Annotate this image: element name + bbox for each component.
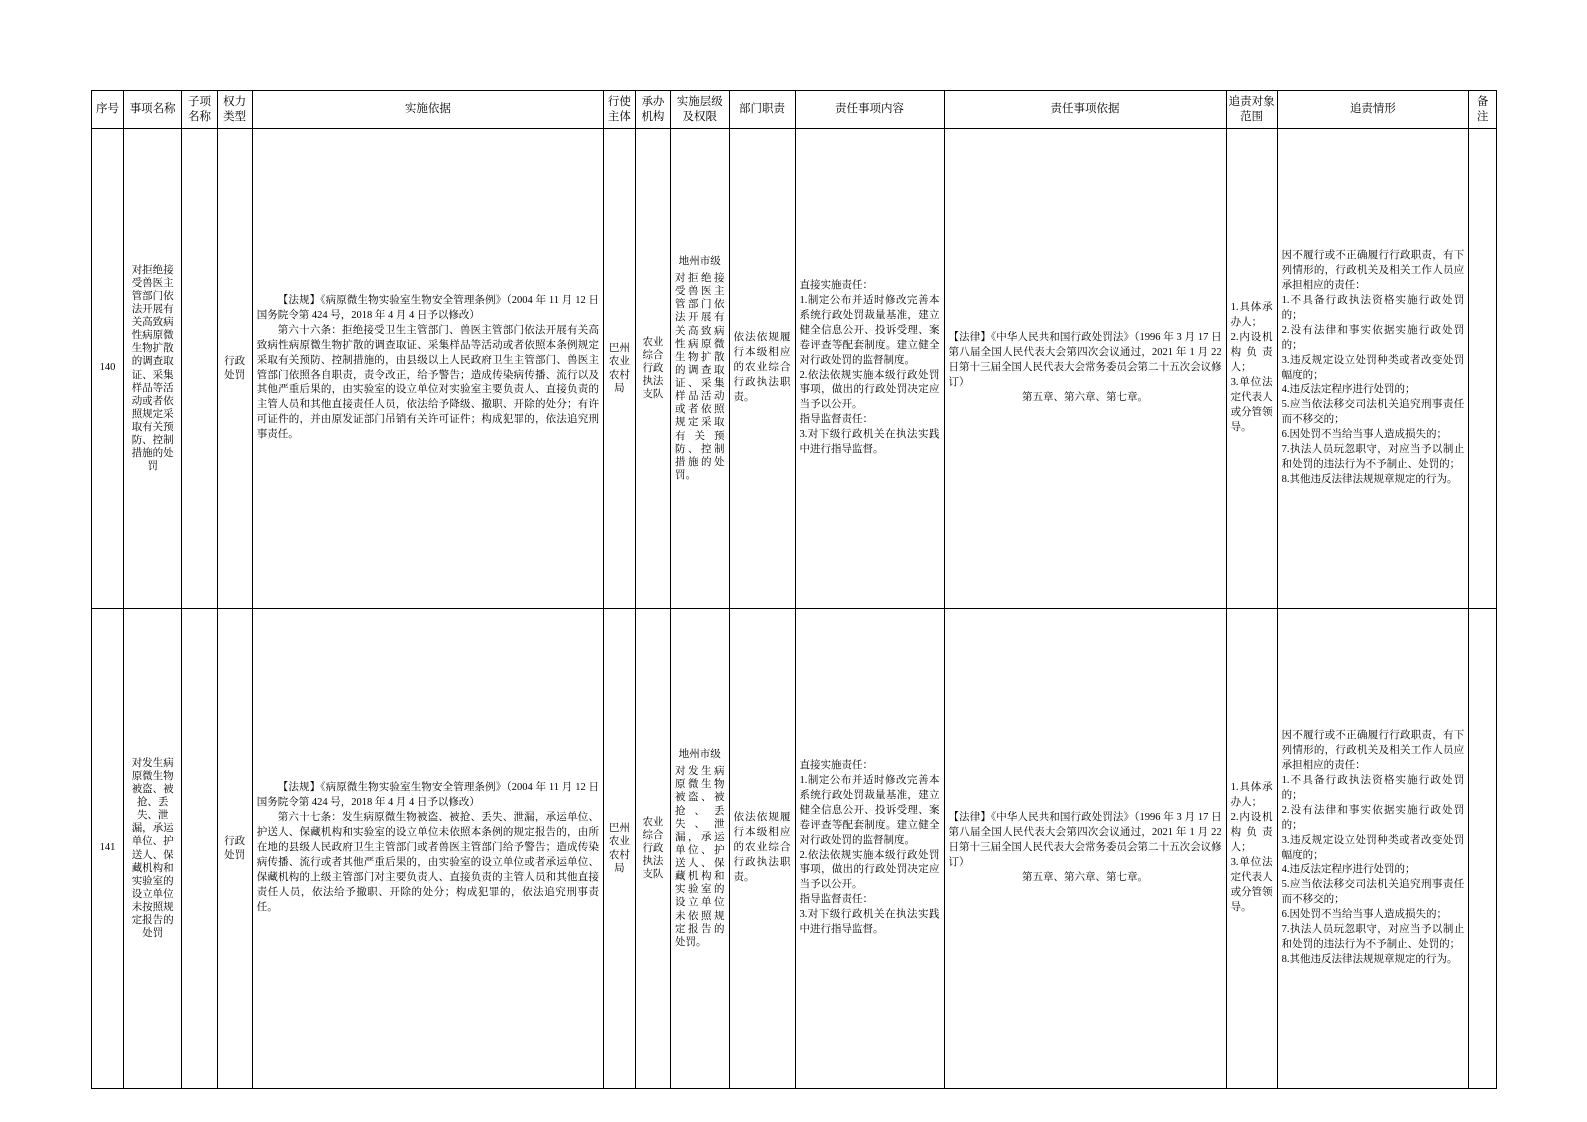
cell-responsibility-basis — [944, 129, 1226, 609]
cell-accountability-cases — [1277, 609, 1469, 1089]
case-line: 5.应当依法移交司法机关追究刑事责任而不移交的； — [1281, 879, 1465, 906]
resbasis-line: 【法律】《中华人民共和国行政处罚法》（1996 年 3 月 17 日第八届全国人民代表大会第四次会议通过，2021 年 1 月 22 日第十三届全国人民代表大会常务委员会第二十五次会议修订） — [948, 812, 1222, 868]
target-line: 3.单位法定代表人或分管领导。 — [1230, 376, 1273, 433]
content-line: 直接实施责任： — [799, 760, 874, 772]
cell-responsibility-basis — [944, 609, 1226, 1089]
resbasis-line: 【法律】《中华人民共和国行政处罚法》（1996 年 3 月 17 日第八届全国人民代表大会第四次会议通过，2021 年 1 月 22 日第十三届全国人民代表大会常务委员会第二十五次会议修订） — [948, 332, 1222, 388]
cell-accountability-cases — [1277, 129, 1469, 609]
column-header-remark: 备注 — [1469, 91, 1497, 129]
case-line: 8.其他违反法律法规规章规定的行为。 — [1281, 473, 1458, 485]
case-line: 6.因处罚不当给当事人造成损失的； — [1281, 909, 1448, 921]
target-line: 2.内设机构负责人； — [1230, 332, 1273, 374]
target-line: 1.具体承办人； — [1230, 782, 1273, 809]
case-line: 2.没有法律和事实依据实施行政处罚的； — [1281, 804, 1465, 831]
column-header-responsibility-basis: 责任事项依据 — [944, 91, 1226, 129]
target-line: 1.具体承办人； — [1230, 302, 1273, 329]
column-header-seq: 序号 — [92, 91, 124, 129]
cell-responsibility-content — [795, 129, 944, 609]
resbasis-line: 第五章、第六章、第七章。 — [1022, 391, 1149, 403]
content-line: 1.制定公布并适时修改完善本系统行政处罚裁量基准，建立健全信息公开、投诉受理、案卷评查等配套制度。建立健全对行政处罚的监督制度。 — [799, 294, 940, 366]
cell-department-duty: 依法依规履行本级相应的农业综合行政执法职责。 — [729, 609, 795, 1089]
content-line: 3.对下级行政机关在执法实践中进行指导监督。 — [799, 429, 940, 456]
column-header-undertaking-org: 承办机构 — [635, 91, 670, 129]
cell-seq: 141 — [92, 609, 124, 1089]
column-header-accountability-cases: 追责情形 — [1277, 91, 1469, 129]
case-line: 8.其他违反法律法规规章规定的行为。 — [1281, 953, 1458, 965]
duty-scope: 对发生病原微生物被盗、被抢、丢失、泄漏，承运单位、护送人、保藏机构和实验室的设立单位未依照规定报告的处罚。 — [675, 766, 725, 948]
cell-exercising-subject: 巴州农业农村局 — [603, 609, 635, 1089]
cell-accountability-target — [1226, 129, 1277, 609]
basis-paragraph: 【法规】《病原微生物实验室生物安全管理条例》（2004 年 11 月 12 日国务院令第 424 号，2018 年 4 月 4 日予以修改） — [256, 294, 599, 321]
column-header-item-name: 事项名称 — [123, 91, 182, 129]
case-line: 1.不具备行政执法资格实施行政处罚的； — [1281, 294, 1465, 321]
resbasis-line: 第五章、第六章、第七章。 — [1022, 871, 1149, 883]
table-row — [92, 129, 1497, 609]
column-header-level-authority: 实施层级及权限 — [671, 91, 730, 129]
case-line: 5.应当依法移交司法机关追究刑事责任而不移交的； — [1281, 399, 1465, 426]
case-line: 7.执法人员玩忽职守，对应当予以制止和处罚的违法行为不予制止、处罚的； — [1281, 444, 1465, 470]
cell-undertaking-org: 农业综合行政执法支队 — [635, 609, 670, 1089]
table-body — [92, 129, 1497, 1089]
cell-item-name: 对发生病原微生物被盗、被抢、丢失、泄漏，承运单位、护送人、保藏机构和实验室的设立单位未按照规定报告的处罚 — [123, 609, 182, 1089]
content-line: 指导监督责任： — [799, 894, 874, 906]
cell-power-type: 行政处罚 — [217, 609, 252, 1089]
level-value: 地州市级 — [678, 749, 721, 761]
table-header-row — [92, 91, 1497, 129]
content-line: 3.对下级行政机关在执法实践中进行指导监督。 — [799, 909, 940, 936]
column-header-responsibility-content: 责任事项内容 — [795, 91, 944, 129]
duty-scope: 对拒绝接受兽医主管部门依法开展有关高致病性病原微生物扩散的调查取证、采集样品活动或者依照规定采取有关预防、控制措施的处罚。 — [675, 273, 725, 481]
basis-paragraph: 第六十六条：拒绝接受卫生主管部门、兽医主管部门依法开展有关高致病性病原微生物扩散的调查取证、采集样品等活动或者依照本条例规定采取有关预防、控制措施的，由县级以上人民政府卫生主管部门、兽医主管部门依照各自职责，责令改正，给予警告；造成传染病传播、流行以及其他严重后果的，由实验室的设立单位对实验室主要负责人、直接负责的主管人员和其他直接责任人员，依法给予降级、撤职、开除的处分；有许可证件的，并由原发证部门吊销有关许可证件；构成犯罪的，依法追究刑事责任。 — [256, 324, 599, 441]
cell-power-type: 行政处罚 — [217, 129, 252, 609]
cell-exercising-subject: 巴州农业农村局 — [603, 129, 635, 609]
column-header-exercising-subject: 行使主体 — [603, 91, 635, 129]
cell-implementation-basis — [252, 609, 603, 1089]
case-line: 4.违反法定程序进行处罚的； — [1281, 384, 1416, 396]
column-header-power-type: 权力类型 — [217, 91, 252, 129]
cell-department-duty: 依法依规履行本级相应的农业综合行政执法职责。 — [729, 129, 795, 609]
case-line: 6.因处罚不当给当事人造成损失的； — [1281, 429, 1448, 441]
basis-paragraph: 【法规】《病原微生物实验室生物安全管理条例》（2004 年 11 月 12 日国务院令第 424 号，2018 年 4 月 4 日予以修改） — [256, 782, 599, 809]
content-line: 直接实施责任： — [799, 280, 874, 292]
level-value: 地州市级 — [678, 255, 721, 267]
cell-seq: 140 — [92, 129, 124, 609]
column-header-implementation-basis: 实施依据 — [252, 91, 603, 129]
cell-subitem-name — [182, 129, 217, 609]
cell-remark — [1469, 609, 1497, 1089]
case-line: 因不履行或不正确履行行政职责，有下列情形的，行政机关及相关工作人员应承担相应的责任： — [1281, 250, 1465, 292]
target-line: 2.内设机构负责人； — [1230, 812, 1273, 854]
cell-implementation-basis — [252, 129, 603, 609]
column-header-subitem-name: 子项名称 — [182, 91, 217, 129]
cell-item-name: 对拒绝接受兽医主管部门依法开展有关高致病性病原微生物扩散的调查取证、采集样品等活动或者依照规定采取有关预防、控制措施的处罚 — [123, 129, 182, 609]
cell-accountability-target — [1226, 609, 1277, 1089]
case-line: 7.执法人员玩忽职守，对应当予以制止和处罚的违法行为不予制止、处罚的； — [1281, 924, 1465, 950]
case-line: 4.违反法定程序进行处罚的； — [1281, 864, 1416, 876]
case-line: 3.违反规定设立处罚种类或者改变处罚幅度的； — [1281, 834, 1465, 861]
column-header-accountability-target: 追责对象范围 — [1226, 91, 1277, 129]
case-line: 因不履行或不正确履行行政职责，有下列情形的，行政机关及相关工作人员应承担相应的责任： — [1281, 730, 1465, 772]
basis-paragraph: 第六十七条：发生病原微生物被盗、被抢、丢失、泄漏，承运单位、护送人、保藏机构和实验室的设立单位未依照本条例的规定报告的，由所在地的县级人民政府卫生主管部门或者兽医主管部门给予警告；造成传染病传播、流行或者其他严重后果的，由实验室的设立单位或者承运单位、保藏机构的上级主管部门对主要负责人、直接负责的主管人员和其他直接责任人员，依法给予撤职、开除的处分；构成犯罪的，依法追究刑事责任。 — [256, 812, 599, 913]
case-line: 3.违反规定设立处罚种类或者改变处罚幅度的； — [1281, 354, 1465, 381]
target-line: 3.单位法定代表人或分管领导。 — [1230, 856, 1273, 913]
cell-undertaking-org: 农业综合行政执法支队 — [635, 129, 670, 609]
content-line: 指导监督责任： — [799, 414, 874, 426]
cell-responsibility-content — [795, 609, 944, 1089]
cell-remark — [1469, 129, 1497, 609]
cell-level-authority — [671, 609, 730, 1089]
content-line: 2.依法依规实施本级行政处罚事项，做出的行政处罚决定应当予以公开。 — [799, 849, 940, 891]
table-row — [92, 609, 1497, 1089]
cell-level-authority — [671, 129, 730, 609]
case-line: 2.没有法律和事实依据实施行政处罚的； — [1281, 324, 1465, 351]
power-responsibility-table — [91, 90, 1497, 1089]
cell-subitem-name — [182, 609, 217, 1089]
column-header-department-duty: 部门职责 — [729, 91, 795, 129]
content-line: 1.制定公布并适时修改完善本系统行政处罚裁量基准，建立健全信息公开、投诉受理、案卷评查等配套制度。建立健全对行政处罚的监督制度。 — [799, 774, 940, 846]
case-line: 1.不具备行政执法资格实施行政处罚的； — [1281, 774, 1465, 801]
content-line: 2.依法依规实施本级行政处罚事项，做出的行政处罚决定应当予以公开。 — [799, 369, 940, 411]
